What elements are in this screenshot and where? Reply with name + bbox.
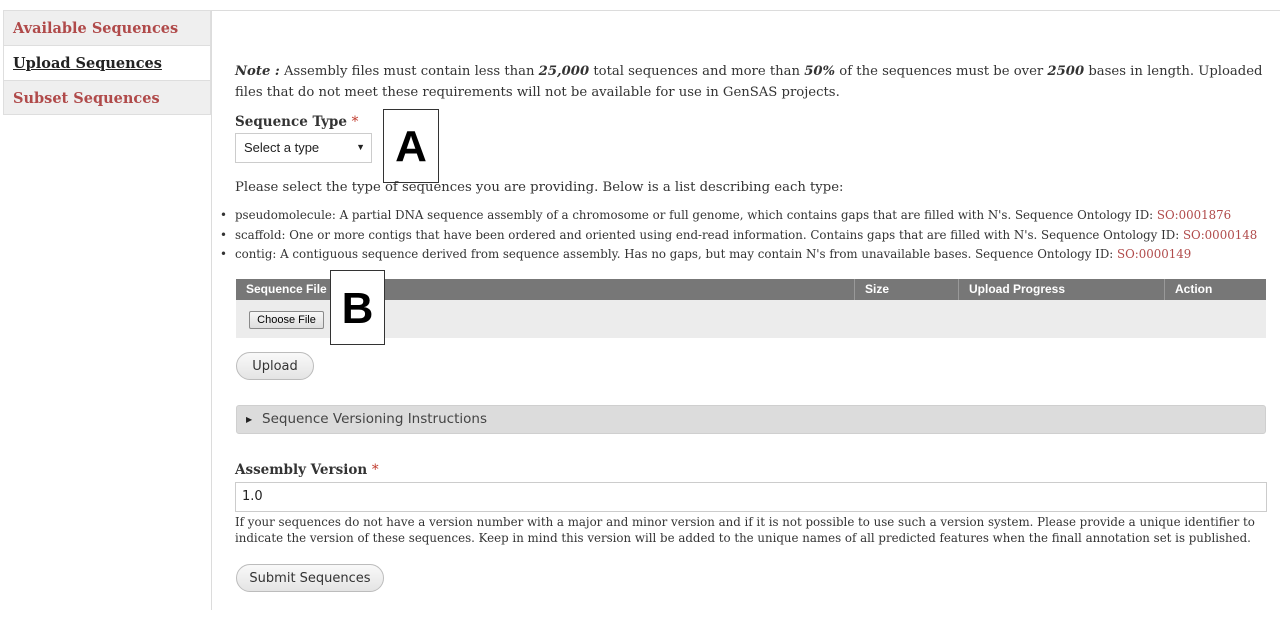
required-mark: * [351, 114, 359, 130]
column-header-upload-progress: Upload Progress [959, 279, 1165, 300]
versioning-instructions-toggle[interactable] [236, 405, 1266, 434]
ontology-id-link[interactable]: SO:0000149 [1117, 247, 1192, 261]
sequence-type-selected: Select a type [244, 140, 320, 155]
bullet-icon: • [220, 227, 227, 242]
note-text-4: bases in length. Uploaded files that do not meet these requirements will not be available for use in GenSAS projects. [235, 64, 1263, 100]
list-item [220, 226, 1257, 246]
sequence-type-help: Please select the type of sequences you are providing. Below is a list describing each type: [235, 180, 844, 195]
type-description: scaffold: One or more contigs that have been ordered and oriented using end-read information. Contains gaps that are filled with N's. Sequence Ontology ID: [235, 227, 1183, 242]
annotation-label-b: B [330, 270, 385, 345]
assembly-version-label [235, 462, 379, 478]
assembly-version-label-text: Assembly Version [235, 462, 368, 478]
bullet-icon: • [220, 247, 227, 261]
column-header-sequence-file: Sequence File [236, 279, 855, 300]
note-prefix: Note : [235, 64, 280, 79]
chevron-down-icon: ▼ [356, 142, 365, 152]
requirements-note [235, 61, 1265, 103]
assembly-version-description: If your sequences do not have a version number with a major and minor version and if it is not possible to use such a version system. Please provide a unique identifier to indicate the version of these sequences. Keep in mind this version will be added to the unique names of all predicted features when the finall annotation set is published. [235, 515, 1255, 545]
note-text-1: Assembly files must contain less than [279, 64, 539, 79]
sequence-type-label-text: Sequence Type [235, 114, 347, 130]
upload-button[interactable]: Upload [236, 352, 314, 380]
list-item [220, 245, 1257, 265]
annotation-label-a: A [383, 109, 439, 183]
sidebar [3, 10, 211, 115]
note-percent: 50% [804, 64, 836, 79]
sequence-type-select[interactable] [235, 133, 372, 163]
top-divider [212, 10, 1280, 11]
bullet-icon: • [220, 208, 227, 222]
type-description: pseudomolecule: A partial DNA sequence assembly of a chromosome or full genome, which contains gaps that are filled with N's. Sequence Ontology ID: [235, 208, 1157, 222]
ontology-id-link[interactable]: SO:0000148 [1182, 227, 1258, 242]
sidebar-item-available-sequences[interactable]: Available Sequences [3, 10, 211, 45]
sidebar-item-subset-sequences[interactable]: Subset Sequences [3, 80, 211, 115]
note-max-sequences: 25,000 [538, 64, 590, 79]
list-item [220, 206, 1257, 226]
note-text-2: total sequences and more than [589, 64, 805, 79]
type-description: contig: A contiguous sequence derived from sequence assembly. Has no gaps, but may contain N's from unavailable bases. Sequence Ontology ID: [235, 247, 1118, 261]
chevron-right-icon: ▶ [246, 415, 253, 424]
sidebar-divider [211, 10, 212, 610]
sidebar-item-upload-sequences[interactable]: Upload Sequences [3, 45, 211, 80]
required-mark: * [371, 462, 379, 478]
column-header-action: Action [1175, 282, 1213, 296]
upload-table [236, 279, 1266, 338]
table-header [236, 279, 1266, 300]
choose-file-button[interactable]: Choose File [249, 311, 324, 329]
table-row [236, 300, 1266, 338]
versioning-instructions-label: Sequence Versioning Instructions [262, 411, 487, 427]
ontology-id-link[interactable]: SO:0001876 [1156, 208, 1232, 222]
note-min-length: 2500 [1047, 64, 1085, 79]
assembly-version-input[interactable]: 1.0 [235, 482, 1267, 512]
submit-sequences-button[interactable]: Submit Sequences [236, 564, 384, 592]
sequence-type-list [220, 206, 1257, 265]
sequence-type-label [235, 114, 358, 130]
column-header-size: Size [855, 279, 959, 300]
note-text-3: of the sequences must be over [835, 64, 1048, 79]
